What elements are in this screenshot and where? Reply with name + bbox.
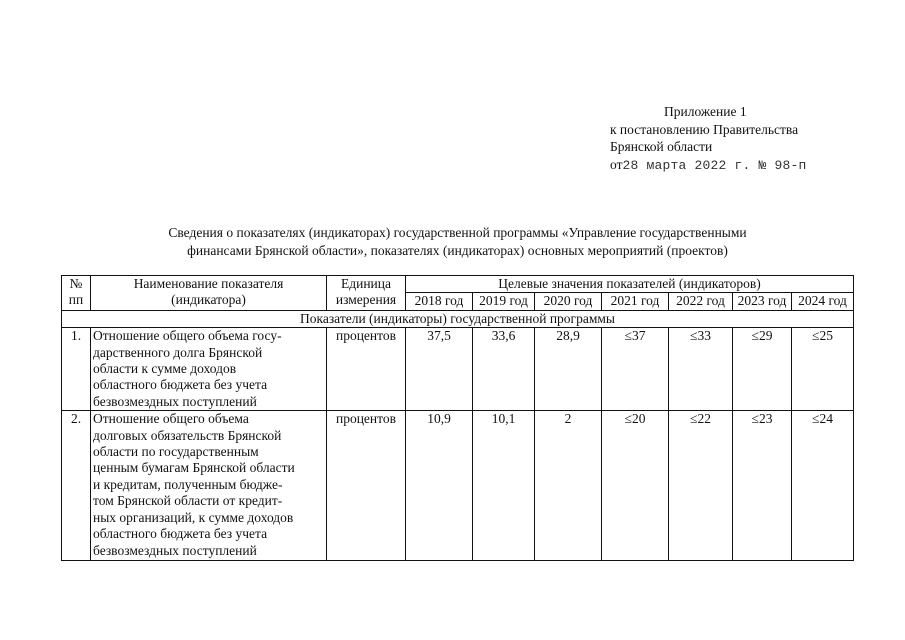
- header-unit-cell: [327, 276, 406, 311]
- value-cell: ≤22: [669, 411, 733, 561]
- appendix-block: [610, 103, 807, 174]
- header-unit-line-1: Единица: [340, 276, 391, 291]
- unit-cell: процентов: [327, 328, 406, 411]
- header-name-line-2: (индикатора): [171, 292, 246, 308]
- appendix-resolution: к постановлению Правительства: [610, 121, 799, 137]
- header-row-1: [62, 276, 854, 293]
- indicator-name-line: безвозмездных поступлений: [93, 393, 257, 409]
- value-cell: 2: [535, 411, 602, 561]
- header-year: 2018 год: [406, 293, 473, 310]
- document-title: [60, 224, 855, 260]
- document-title-line-1: Сведения о показателях (индикаторах) государственной программы «Управление государственными: [168, 225, 747, 240]
- indicator-name-line: ных организаций, к сумме доходов: [93, 509, 294, 525]
- header-year: 2024 год: [792, 293, 854, 310]
- appendix-date-prefix: от: [610, 156, 623, 172]
- header-name-line-1: Наименование показателя: [133, 276, 284, 291]
- indicator-name-line: долговых обязательств Брянской: [93, 427, 282, 443]
- indicator-name: [91, 411, 327, 561]
- value-cell: ≤24: [792, 411, 854, 561]
- header-unit-line-2: измерения: [335, 292, 397, 308]
- indicator-name-line: области к сумме доходов: [93, 361, 237, 377]
- header-year: 2021 год: [602, 293, 669, 310]
- value-cell: ≤25: [792, 328, 854, 411]
- header-name-cell: [91, 276, 327, 311]
- appendix-date-stamp: 28 марта 2022 г. № 98-п: [622, 157, 807, 173]
- appendix-date-line: [610, 156, 807, 175]
- indicator-name-line: дарственного долга Брянской: [93, 344, 263, 360]
- value-cell: ≤29: [733, 328, 792, 411]
- section-title: Показатели (индикаторы) государственной программы: [62, 310, 854, 327]
- indicator-name-line: Отношение общего объема: [93, 411, 249, 427]
- header-year: 2023 год: [733, 293, 792, 310]
- indicator-name-line: безвозмездных поступлений: [93, 542, 257, 558]
- value-cell: ≤20: [602, 411, 669, 561]
- indicator-name-line: Отношение общего объема госу-: [93, 328, 282, 344]
- header-year: 2022 год: [669, 293, 733, 310]
- value-cell: 33,6: [473, 328, 535, 411]
- value-cell: ≤37: [602, 328, 669, 411]
- value-cell: 28,9: [535, 328, 602, 411]
- appendix-region: Брянской области: [610, 139, 713, 154]
- value-cell: 37,5: [406, 328, 473, 411]
- indicators-table: [61, 275, 854, 561]
- indicator-name-line: областного бюджета без учета: [93, 526, 268, 542]
- indicator-name: [91, 328, 327, 411]
- indicator-name-line: областного бюджета без учета: [93, 377, 268, 393]
- document-title-line-2: финансами Брянской области», показателях (индикаторах) основных мероприятий (проектов): [187, 243, 728, 258]
- table-row: [62, 411, 854, 561]
- unit-cell: процентов: [327, 411, 406, 561]
- header-year: 2019 год: [473, 293, 535, 310]
- value-cell: ≤33: [669, 328, 733, 411]
- value-cell: 10,9: [406, 411, 473, 561]
- value-cell: 10,1: [473, 411, 535, 561]
- header-num-line-2: пп: [68, 292, 84, 308]
- header-num-cell: [62, 276, 91, 311]
- header-targets: Целевые значения показателей (индикаторов): [406, 276, 854, 293]
- indicator-name-line: области по государственным: [93, 444, 259, 460]
- header-year: 2020 год: [535, 293, 602, 310]
- table-row: [62, 328, 854, 411]
- header-num-line-1: №: [69, 276, 83, 291]
- indicator-name-line: том Брянской области от кредит-: [93, 493, 283, 509]
- value-cell: ≤23: [733, 411, 792, 561]
- section-row: [62, 310, 854, 327]
- appendix-title: Приложение 1: [664, 104, 747, 119]
- row-number: 2.: [62, 411, 91, 561]
- indicator-name-line: ценным бумагам Брянской области: [93, 460, 295, 476]
- indicator-name-line: и кредитам, полученным бюдже-: [93, 476, 283, 492]
- row-number: 1.: [62, 328, 91, 411]
